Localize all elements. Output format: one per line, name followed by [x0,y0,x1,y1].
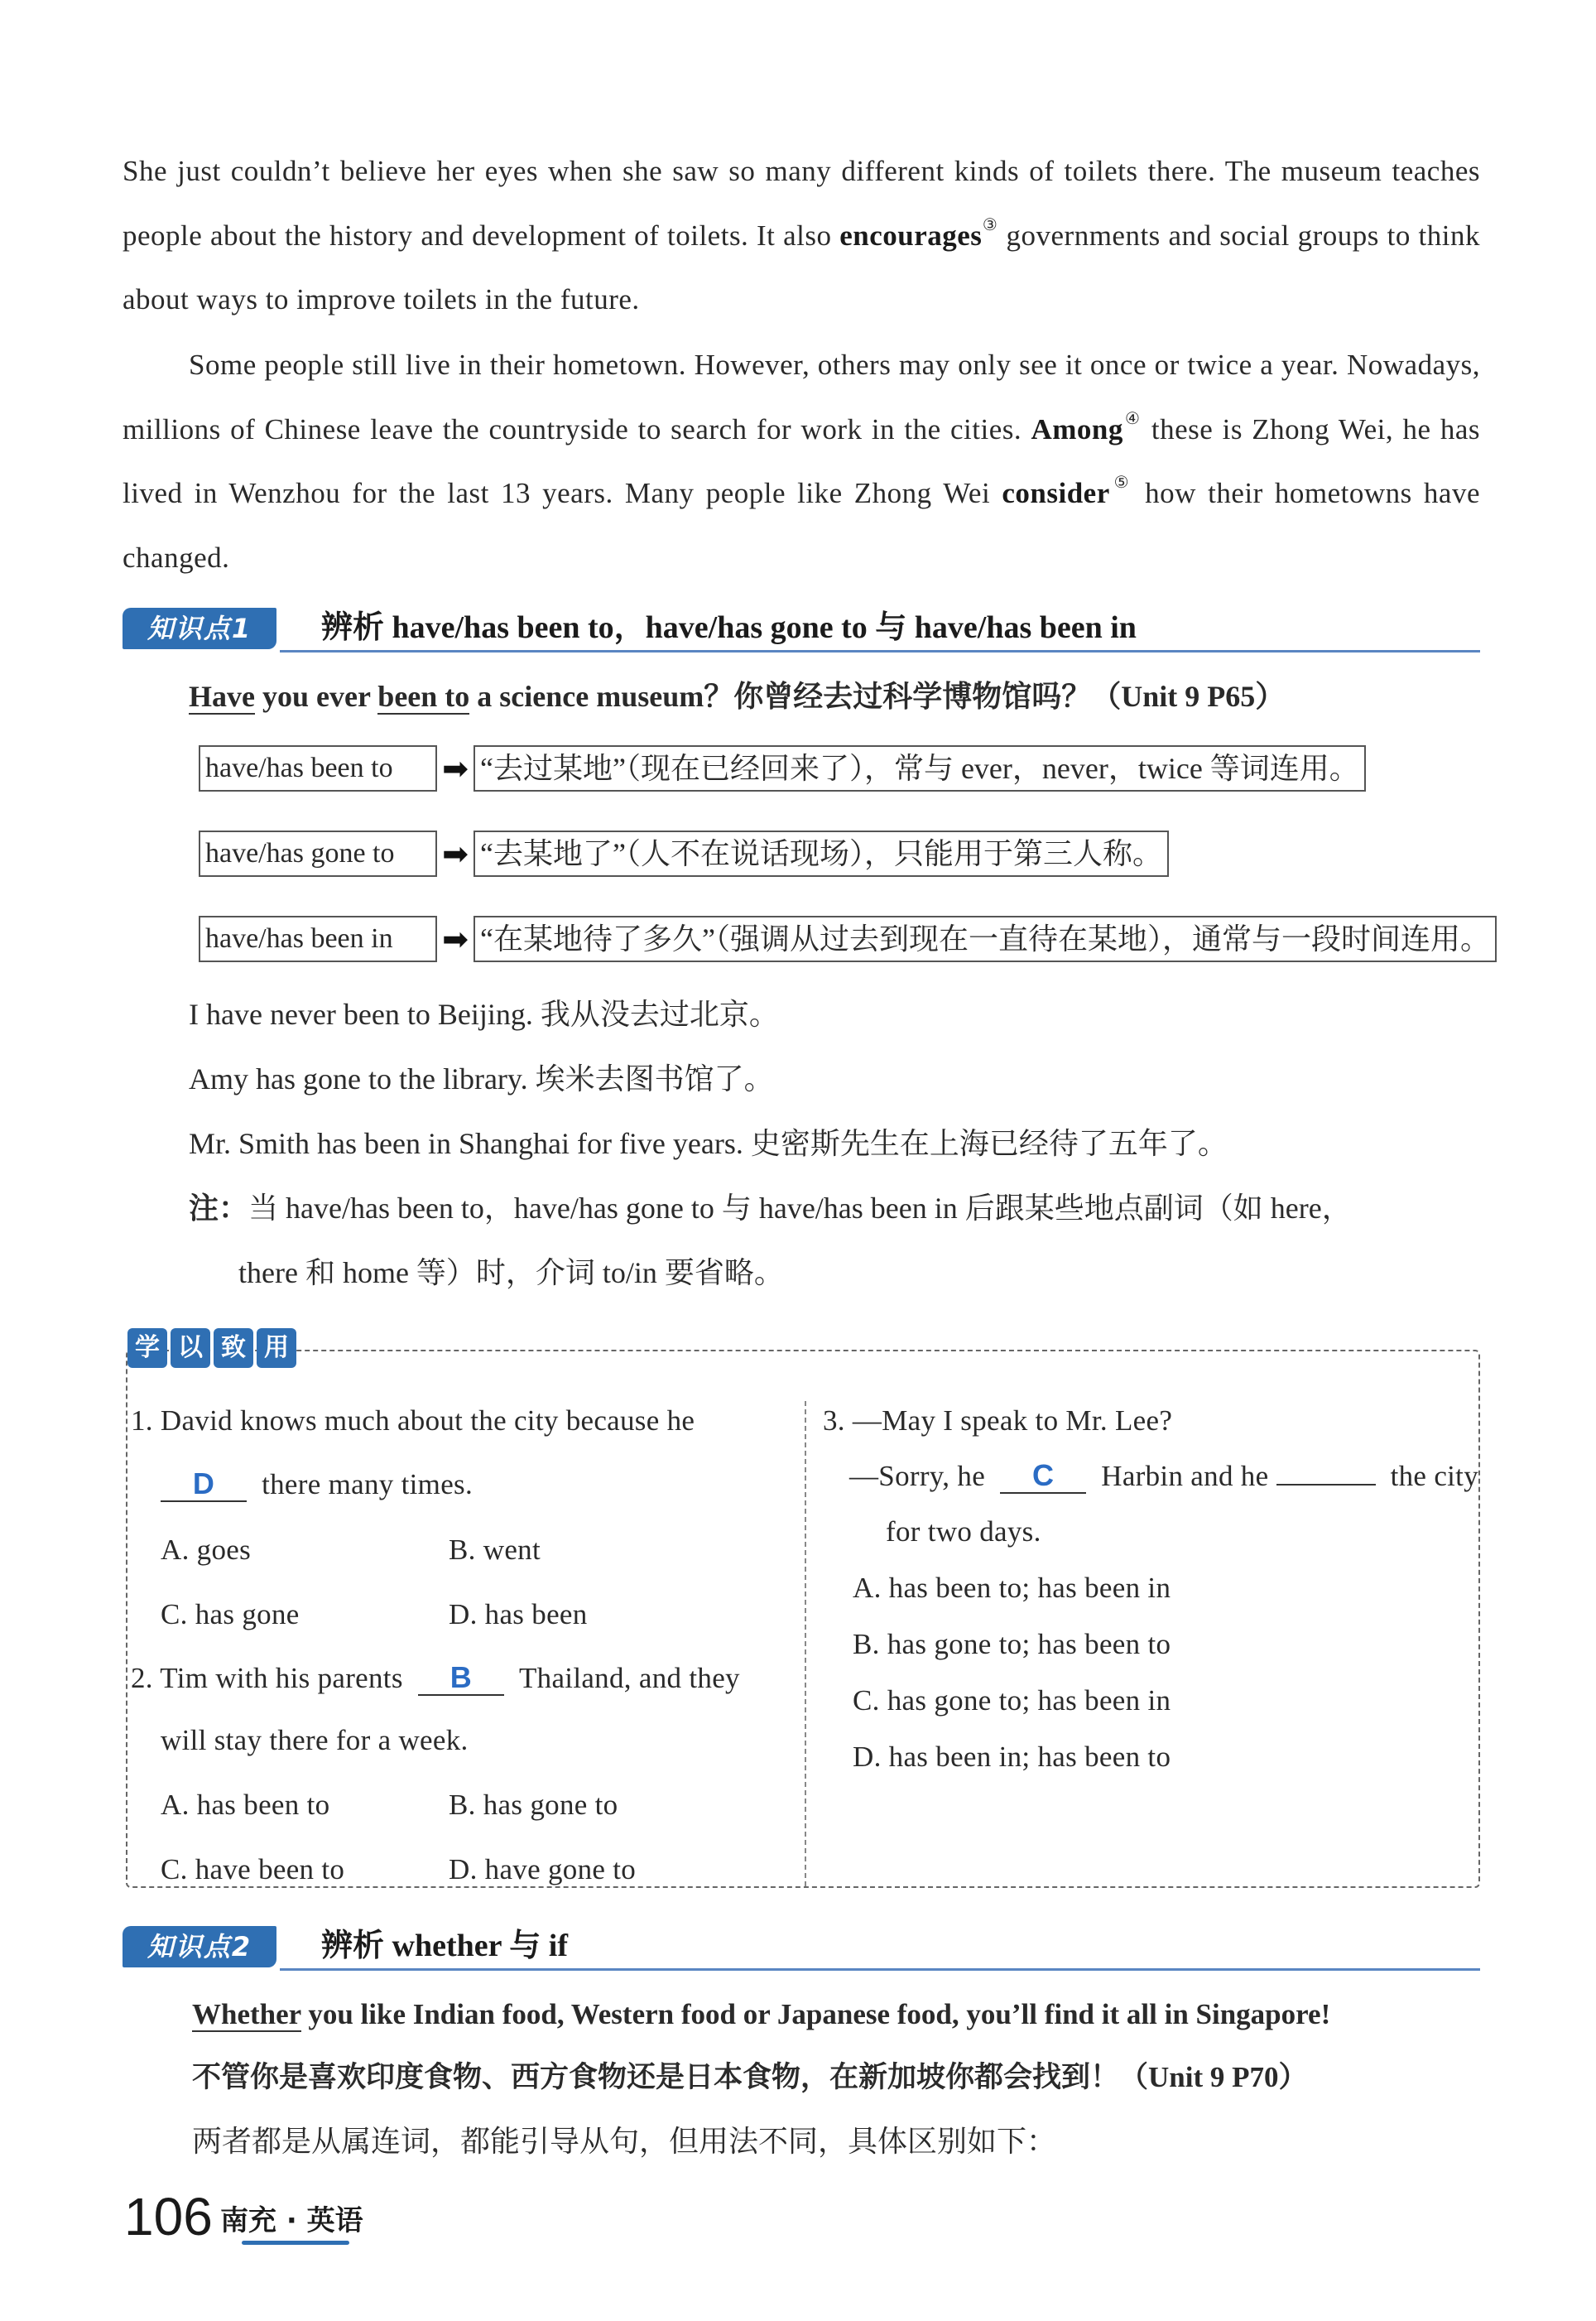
header-rule [280,1968,1480,1971]
kp2-example-sentence [192,1986,1483,2044]
badge-char: 学 [127,1328,167,1368]
passage-paragraph-1 [123,139,1480,332]
question-3-stem-cont: for two days. [886,1515,1041,1548]
option-b[interactable]: B. has gone to; has been to [853,1628,1171,1660]
badge-char: 用 [257,1328,296,1368]
option-b[interactable]: B. has gone to [449,1789,618,1821]
option-d[interactable]: D. has been in; has been to [853,1741,1171,1773]
kp2-intro: 两者都是从属连词，都能引导从句，但用法不同，具体区别如下： [192,2125,1057,2158]
keyword-consider: consider [1002,477,1110,509]
example-translation: 你曾经去过科学博物馆吗？ [733,680,1092,714]
badge-char: 以 [171,1328,210,1368]
kp1-example-3: Mr. Smith has been in Shanghai for five years. 史密斯先生在上海已经待了五年了。 [189,1127,1228,1160]
passage-text: governments and social groups to think about ways to improve toilets in the future. [123,219,1481,315]
arrow-right-icon: ➡ [442,921,469,957]
option-a[interactable]: A. goes [161,1534,252,1566]
stem-text: Thailand, and they [518,1662,740,1694]
badge-char: 致 [214,1328,253,1368]
footnote-marker: ④ [1122,409,1142,428]
kp1-note-continued: there 和 home 等）时，介词 to/in 要省略。 [238,1256,784,1289]
stem-text: —Sorry, he [849,1460,986,1492]
example-text: you like Indian food, Western food or Japanese food, you’ll find it all in Singapore! [300,1998,1331,2030]
underlined-word: Have [189,680,255,713]
footnote-marker: ⑤ [1109,474,1133,492]
option-b[interactable]: B. went [449,1534,541,1566]
page-number: 106 [124,2187,213,2246]
header-rule [280,650,1480,652]
rule-term: have/has been to [199,745,437,792]
question-1-stem: 1. David knows much about the city because he [131,1404,695,1437]
option-d[interactable]: D. have gone to [449,1853,637,1885]
knowledge-point-badge: 知识点1 [123,608,276,649]
answer-blank[interactable]: D [161,1467,247,1502]
example-translation: 不管你是喜欢印度食物、西方食物还是日本食物，在新加坡你都会找到！ [192,2061,1120,2094]
passage-text: Some people still live in their hometown. However, others may only see it once or twice a year. Nowadays, millions of Chinese leave the countryside to search for work in the cities. [123,349,1480,445]
kp1-example-1: I have never been to Beijing. 我从没去过北京。 [189,998,779,1031]
column-divider [805,1401,806,1886]
question-2-stem [131,1661,740,1696]
passage-text: She just couldn’t believe her eyes when she saw so many different kinds of toilets there. The museum teaches people about the history and development of toilets. It also [123,155,1480,252]
stem-text: 2. Tim with his parents [131,1662,403,1694]
underlined-word: been to [377,680,470,713]
answer-blank[interactable]: C [1000,1459,1086,1494]
question-1-stem-cont [161,1467,473,1502]
knowledge-point-1-header [123,604,1480,654]
example-text: a science museum？ [469,680,734,713]
rule-description: “去某地了”（人不在说话现场），只能用于第三人称。 [474,831,1169,877]
passage-text: how their hometowns have changed. [123,477,1480,574]
option-c[interactable]: C. has gone [161,1598,300,1630]
answer-blank[interactable]: B [418,1661,504,1696]
knowledge-point-2-header [123,1923,1480,1972]
option-c[interactable]: C. has gone to; has been in [853,1684,1171,1717]
question-3-stem: 3. —May I speak to Mr. Lee? [823,1404,1173,1437]
footnote-marker: ③ [982,215,998,234]
question-3-response [849,1459,1478,1494]
stem-text: the city [1390,1460,1479,1492]
practice-badge [127,1328,296,1368]
note-text: 当 have/has been to，have/has gone to 与 have/has been in 后跟某些地点副词（如 here， [248,1192,1352,1225]
footer-label: 南充 · 英语 [220,2204,363,2237]
rule-description: “去过某地”（现在已经回来了），常与 ever，never，twice 等词连用。 [474,745,1366,792]
kp2-example-translation [192,2049,1483,2107]
option-c[interactable]: C. have been to [161,1853,345,1885]
stem-text: there many times. [262,1468,473,1500]
empty-blank[interactable] [1276,1484,1376,1486]
kp1-note [189,1183,1352,1233]
rule-term: have/has been in [199,916,437,962]
unit-reference: （Unit 9 P70） [1119,2061,1308,2093]
note-label: 注： [189,1192,249,1225]
kp1-example-sentence [189,667,1480,726]
question-2-stem-cont: will stay there for a week. [161,1724,469,1756]
knowledge-point-title: 辨析 whether 与 if [321,1929,568,1963]
rule-description: “在某地待了多久”（强调从过去到现在一直待在某地），通常与一段时间连用。 [474,916,1497,962]
unit-reference: （Unit 9 P65） [1091,680,1286,713]
option-a[interactable]: A. has been to; has been in [853,1572,1171,1604]
option-d[interactable]: D. has been [449,1598,588,1630]
keyword-encourages: encourages [839,219,983,252]
passage-paragraph-2 [123,333,1480,590]
rule-term: have/has gone to [199,831,437,877]
passage-text: these is Zhong Wei, he has lived in Wenzhou for the last 13 years. Many people like Zhong Wei [123,412,1481,509]
underlined-word: Whether [192,1998,301,2030]
knowledge-point-title: 辨析 have/has been to，have/has gone to 与 have/has been in [321,610,1137,645]
arrow-right-icon: ➡ [442,750,469,787]
arrow-right-icon: ➡ [442,835,469,872]
kp1-example-2: Amy has gone to the library. 埃米去图书馆了。 [189,1062,774,1095]
option-a[interactable]: A. has been to [161,1789,330,1821]
knowledge-point-badge: 知识点2 [123,1926,276,1967]
example-text: you ever [254,680,378,713]
stem-text: Harbin and he [1101,1460,1269,1492]
keyword-among: Among [1031,412,1123,445]
footer-accent-bar [242,2241,349,2245]
